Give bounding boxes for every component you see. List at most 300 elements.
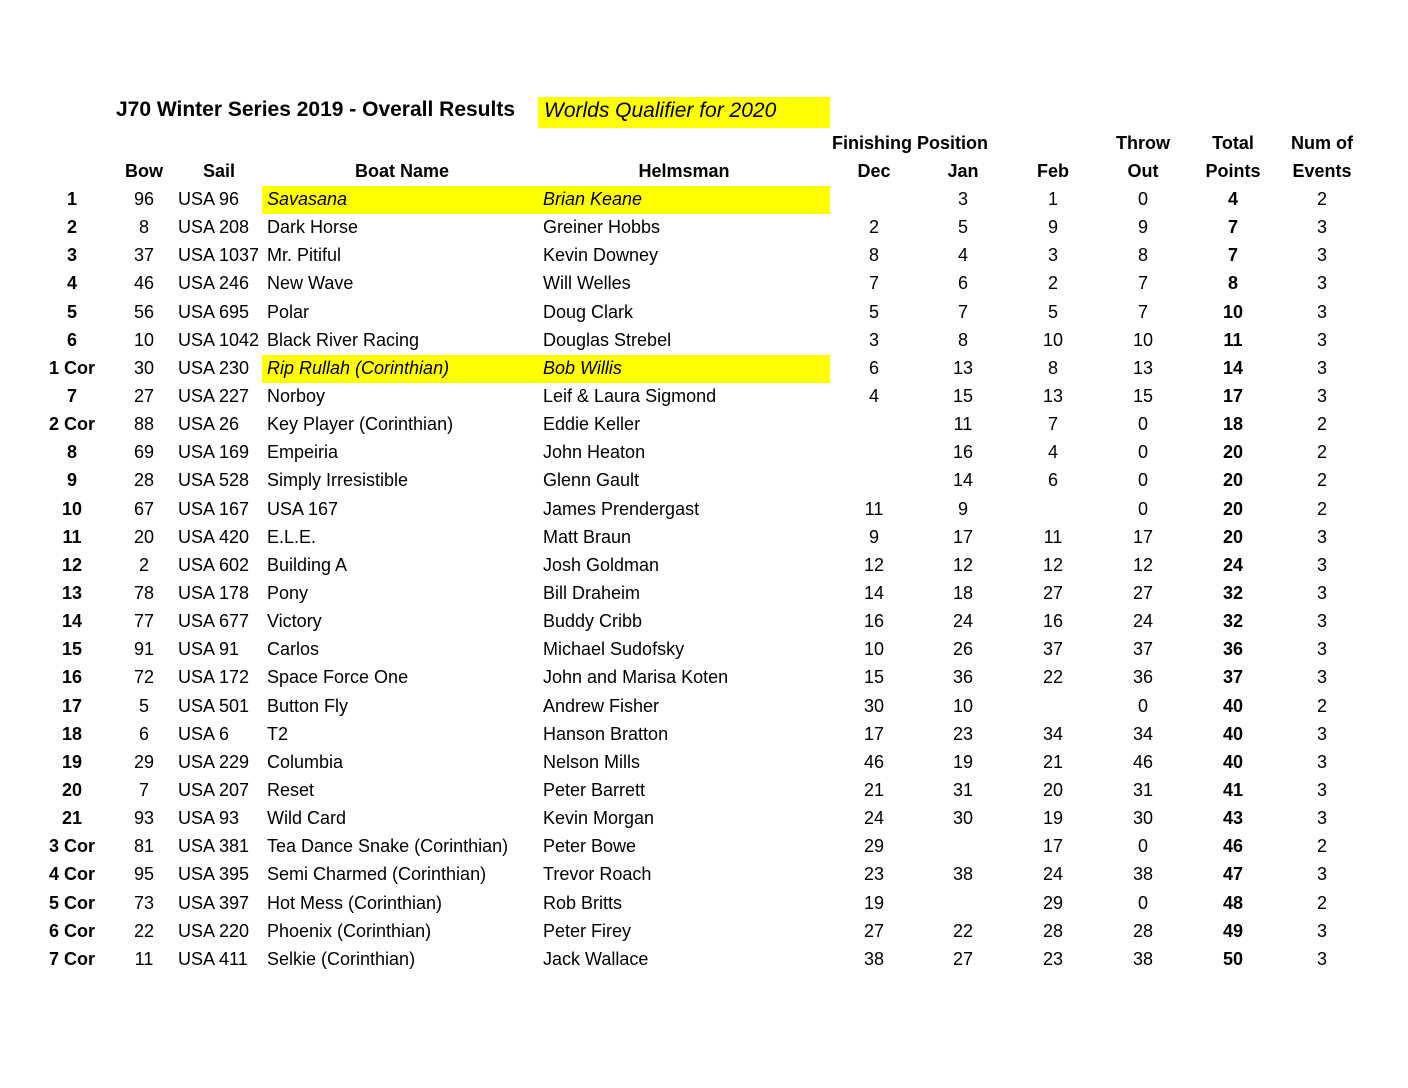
bow-cell: 91 <box>133 639 155 660</box>
sail-cell: USA 602 <box>178 554 250 575</box>
num-events-cell: 3 <box>1316 245 1328 266</box>
total-points-cell: 49 <box>1222 920 1244 941</box>
sail-cell: USA 397 <box>178 892 250 913</box>
feb-cell: 1 <box>1047 189 1059 209</box>
num-events-cell: 3 <box>1316 864 1328 885</box>
total-points-cell: 50 <box>1222 948 1244 969</box>
place-cell: 13 <box>61 582 83 603</box>
sail-cell: USA 246 <box>178 273 250 294</box>
num-events-cell: 2 <box>1316 189 1328 209</box>
jan-cell: 15 <box>952 385 974 406</box>
helmsman-cell: Greiner Hobbs <box>543 217 661 238</box>
num-events-cell: 3 <box>1316 779 1328 800</box>
boat-name-cell: Polar <box>267 301 310 322</box>
throw-out-cell: 7 <box>1137 301 1149 322</box>
header-total-line2: Points <box>1205 161 1261 181</box>
header-dec: Dec <box>857 161 891 181</box>
sail-cell: USA 230 <box>178 357 250 378</box>
bow-cell: 28 <box>133 470 155 491</box>
num-events-cell: 3 <box>1316 723 1328 744</box>
feb-cell: 8 <box>1047 357 1059 378</box>
dec-cell: 27 <box>863 920 885 941</box>
boat-name-cell: T2 <box>267 723 289 744</box>
bow-cell: 8 <box>138 217 150 238</box>
header-boat-name: Boat Name <box>354 161 450 181</box>
boat-name-cell: New Wave <box>267 273 354 294</box>
sail-cell: USA 227 <box>178 385 250 406</box>
jan-cell: 14 <box>952 470 974 491</box>
sail-cell: USA 695 <box>178 301 250 322</box>
helmsman-cell: Matt Braun <box>543 526 632 547</box>
dec-cell: 15 <box>863 667 885 688</box>
jan-cell: 23 <box>952 723 974 744</box>
table-row <box>0 496 1408 524</box>
table-row <box>0 524 1408 552</box>
throw-out-cell: 0 <box>1137 470 1149 491</box>
dec-cell: 19 <box>863 892 885 913</box>
table-row <box>0 214 1408 242</box>
num-events-cell: 3 <box>1316 385 1328 406</box>
bow-cell: 20 <box>133 526 155 547</box>
jan-cell: 3 <box>957 189 969 209</box>
throw-out-cell: 0 <box>1137 498 1149 519</box>
total-points-cell: 20 <box>1222 526 1244 547</box>
dec-cell: 7 <box>868 273 880 294</box>
jan-cell: 19 <box>952 751 974 772</box>
bow-cell: 88 <box>133 414 155 435</box>
num-events-cell: 3 <box>1316 329 1328 350</box>
feb-cell: 6 <box>1047 470 1059 491</box>
place-cell: 2 Cor <box>48 414 96 435</box>
table-row <box>0 693 1408 721</box>
total-points-cell: 11 <box>1223 329 1243 350</box>
boat-name-cell: Space Force One <box>267 667 409 688</box>
place-cell: 7 <box>66 385 78 406</box>
feb-cell: 4 <box>1047 442 1059 463</box>
feb-cell: 2 <box>1047 273 1059 294</box>
throw-out-cell: 24 <box>1132 611 1154 632</box>
throw-out-cell: 36 <box>1132 667 1154 688</box>
num-events-cell: 3 <box>1316 611 1328 632</box>
jan-cell: 38 <box>952 864 974 885</box>
feb-cell: 17 <box>1042 836 1064 857</box>
table-row <box>0 608 1408 636</box>
table-row <box>0 805 1408 833</box>
boat-name-cell: Empeiria <box>267 442 339 463</box>
num-events-cell: 2 <box>1316 470 1328 491</box>
helmsman-cell: Doug Clark <box>543 301 634 322</box>
sail-cell: USA 6 <box>178 723 230 744</box>
jan-cell: 10 <box>952 695 974 716</box>
sail-cell: USA 395 <box>178 864 250 885</box>
place-cell: 20 <box>61 779 83 800</box>
total-points-cell: 40 <box>1222 695 1244 716</box>
bow-cell: 27 <box>133 385 155 406</box>
bow-cell: 81 <box>133 836 155 857</box>
boat-name-cell: Columbia <box>267 751 344 772</box>
dec-cell: 23 <box>863 864 885 885</box>
table-row <box>0 580 1408 608</box>
throw-out-cell: 38 <box>1132 948 1154 969</box>
throw-out-cell: 37 <box>1132 639 1154 660</box>
throw-out-cell: 30 <box>1132 808 1154 829</box>
total-points-cell: 41 <box>1222 779 1244 800</box>
helmsman-cell: Bill Draheim <box>543 582 641 603</box>
num-events-cell: 3 <box>1316 639 1328 660</box>
table-row <box>0 186 1408 214</box>
table-row <box>0 777 1408 805</box>
jan-cell: 17 <box>952 526 974 547</box>
table-row <box>0 270 1408 298</box>
helmsman-cell: Brian Keane <box>543 189 643 209</box>
dec-cell: 5 <box>868 301 880 322</box>
feb-cell: 28 <box>1042 920 1064 941</box>
throw-out-cell: 46 <box>1132 751 1154 772</box>
total-points-cell: 18 <box>1222 414 1244 435</box>
dec-cell: 46 <box>863 751 885 772</box>
dec-cell: 24 <box>863 808 885 829</box>
bow-cell: 78 <box>133 582 155 603</box>
jan-cell: 9 <box>957 498 969 519</box>
feb-cell: 27 <box>1042 582 1064 603</box>
jan-cell: 18 <box>952 582 974 603</box>
helmsman-cell: Hanson Bratton <box>543 723 669 744</box>
results-table <box>0 186 1408 974</box>
place-cell: 6 Cor <box>48 920 96 941</box>
place-cell: 3 Cor <box>48 836 96 857</box>
header-sail: Sail <box>202 161 236 181</box>
place-cell: 18 <box>61 723 83 744</box>
num-events-cell: 3 <box>1316 948 1328 969</box>
boat-name-cell: Semi Charmed (Corinthian) <box>267 864 487 885</box>
feb-cell: 19 <box>1042 808 1064 829</box>
feb-cell: 20 <box>1042 779 1064 800</box>
feb-cell: 22 <box>1042 667 1064 688</box>
table-row <box>0 833 1408 861</box>
jan-cell: 8 <box>957 329 969 350</box>
boat-name-cell: Selkie (Corinthian) <box>267 948 416 969</box>
dec-cell: 16 <box>863 611 885 632</box>
feb-cell: 3 <box>1047 245 1059 266</box>
bow-cell: 6 <box>138 723 150 744</box>
boat-name-cell: Simply Irresistible <box>267 470 409 491</box>
sail-cell: USA 220 <box>178 920 250 941</box>
feb-cell: 21 <box>1042 751 1064 772</box>
dec-cell: 6 <box>868 357 880 378</box>
sail-cell: USA 172 <box>178 667 250 688</box>
jan-cell: 7 <box>957 301 969 322</box>
bow-cell: 30 <box>133 357 155 378</box>
num-events-cell: 3 <box>1316 667 1328 688</box>
bow-cell: 22 <box>133 920 155 941</box>
feb-cell: 29 <box>1042 892 1064 913</box>
place-cell: 15 <box>61 639 83 660</box>
num-events-cell: 2 <box>1316 414 1328 435</box>
boat-name-cell: Carlos <box>267 639 320 660</box>
page-title: J70 Winter Series 2019 - Overall Results <box>116 98 516 121</box>
feb-cell: 13 <box>1042 385 1064 406</box>
jan-cell: 26 <box>952 639 974 660</box>
bow-cell: 10 <box>133 329 155 350</box>
sail-cell: USA 677 <box>178 611 250 632</box>
jan-cell: 4 <box>957 245 969 266</box>
total-points-cell: 14 <box>1222 357 1244 378</box>
table-row <box>0 861 1408 889</box>
table-row <box>0 664 1408 692</box>
place-cell: 5 Cor <box>48 892 96 913</box>
table-row <box>0 636 1408 664</box>
feb-cell: 37 <box>1042 639 1064 660</box>
helmsman-cell: Glenn Gault <box>543 470 640 491</box>
boat-name-cell: USA 167 <box>267 498 339 519</box>
sail-cell: USA 1037 <box>178 245 260 266</box>
boat-name-cell: E.L.E. <box>267 526 317 547</box>
total-points-cell: 47 <box>1222 864 1244 885</box>
total-points-cell: 8 <box>1227 273 1239 294</box>
table-row <box>0 946 1408 974</box>
bow-cell: 5 <box>138 695 150 716</box>
bow-cell: 7 <box>138 779 150 800</box>
header-finishing-position: Finishing Position <box>832 133 988 153</box>
helmsman-cell: John and Marisa Koten <box>543 667 729 688</box>
num-events-cell: 3 <box>1316 357 1328 378</box>
throw-out-cell: 31 <box>1132 779 1154 800</box>
helmsman-cell: Buddy Cribb <box>543 611 643 632</box>
header-helmsman: Helmsman <box>638 161 730 181</box>
boat-name-cell: Phoenix (Corinthian) <box>267 920 432 941</box>
sail-cell: USA 167 <box>178 498 250 519</box>
sail-cell: USA 381 <box>178 836 250 857</box>
num-events-cell: 2 <box>1316 442 1328 463</box>
throw-out-cell: 17 <box>1132 526 1154 547</box>
boat-name-cell: Norboy <box>267 385 326 406</box>
feb-cell: 23 <box>1042 948 1064 969</box>
throw-out-cell: 0 <box>1137 414 1149 435</box>
sail-cell: USA 208 <box>178 217 250 238</box>
total-points-cell: 40 <box>1222 723 1244 744</box>
throw-out-cell: 0 <box>1137 836 1149 857</box>
helmsman-cell: Bob Willis <box>543 357 622 378</box>
sail-cell: USA 420 <box>178 526 250 547</box>
helmsman-cell: Rob Britts <box>543 892 623 913</box>
dec-cell: 14 <box>863 582 885 603</box>
sail-cell: USA 229 <box>178 751 250 772</box>
table-row <box>0 439 1408 467</box>
bow-cell: 11 <box>134 948 154 969</box>
table-row <box>0 299 1408 327</box>
boat-name-cell: Dark Horse <box>267 217 359 238</box>
sail-cell: USA 1042 <box>178 329 260 350</box>
bow-cell: 69 <box>133 442 155 463</box>
header-jan: Jan <box>947 161 979 181</box>
place-cell: 14 <box>61 611 83 632</box>
bow-cell: 95 <box>133 864 155 885</box>
throw-out-cell: 12 <box>1132 554 1154 575</box>
throw-out-cell: 0 <box>1137 695 1149 716</box>
throw-out-cell: 34 <box>1132 723 1154 744</box>
helmsman-cell: Will Welles <box>543 273 631 294</box>
place-cell: 10 <box>61 498 83 519</box>
helmsman-cell: Josh Goldman <box>543 554 660 575</box>
place-cell: 3 <box>66 245 78 266</box>
jan-cell: 31 <box>952 779 974 800</box>
total-points-cell: 4 <box>1227 189 1239 209</box>
boat-name-cell: Mr. Pitiful <box>267 245 342 266</box>
qualifier-banner: Worlds Qualifier for 2020 <box>538 97 830 128</box>
place-cell: 2 <box>66 217 78 238</box>
helmsman-cell: Peter Firey <box>543 920 632 941</box>
jan-cell: 12 <box>952 554 974 575</box>
table-row <box>0 721 1408 749</box>
helmsman-cell: James Prendergast <box>543 498 700 519</box>
dec-cell: 30 <box>863 695 885 716</box>
table-row <box>0 383 1408 411</box>
table-row <box>0 467 1408 495</box>
total-points-cell: 17 <box>1222 385 1244 406</box>
boat-name-cell: Rip Rullah (Corinthian) <box>267 357 450 378</box>
place-cell: 8 <box>66 442 78 463</box>
num-events-cell: 3 <box>1316 751 1328 772</box>
num-events-cell: 2 <box>1316 892 1328 913</box>
num-events-cell: 2 <box>1316 836 1328 857</box>
feb-cell: 7 <box>1047 414 1059 435</box>
bow-cell: 46 <box>133 273 155 294</box>
place-cell: 6 <box>66 329 78 350</box>
total-points-cell: 37 <box>1222 667 1244 688</box>
throw-out-cell: 10 <box>1132 329 1154 350</box>
num-events-cell: 3 <box>1316 808 1328 829</box>
total-points-cell: 43 <box>1222 808 1244 829</box>
feb-cell: 9 <box>1047 217 1059 238</box>
throw-out-cell: 0 <box>1137 189 1149 209</box>
total-points-cell: 10 <box>1222 301 1244 322</box>
boat-name-cell: Button Fly <box>267 695 349 716</box>
throw-out-cell: 9 <box>1137 217 1149 238</box>
jan-cell: 22 <box>952 920 974 941</box>
helmsman-cell: Kevin Morgan <box>543 808 655 829</box>
sail-cell: USA 93 <box>178 808 240 829</box>
total-points-cell: 20 <box>1222 470 1244 491</box>
place-cell: 17 <box>61 695 83 716</box>
num-events-cell: 3 <box>1316 273 1328 294</box>
place-cell: 12 <box>61 554 83 575</box>
total-points-cell: 32 <box>1222 611 1244 632</box>
boat-name-cell: Reset <box>267 779 315 800</box>
sail-cell: USA 96 <box>178 189 240 209</box>
place-cell: 4 Cor <box>48 864 96 885</box>
place-cell: 9 <box>66 470 78 491</box>
helmsman-cell: Kevin Downey <box>543 245 659 266</box>
throw-out-cell: 13 <box>1132 357 1154 378</box>
place-cell: 5 <box>66 301 78 322</box>
jan-cell: 11 <box>953 414 973 435</box>
header-throw-line2: Out <box>1127 161 1159 181</box>
dec-cell: 11 <box>864 498 884 519</box>
num-events-cell: 2 <box>1316 498 1328 519</box>
sail-cell: USA 26 <box>178 414 240 435</box>
feb-cell: 16 <box>1042 611 1064 632</box>
helmsman-cell: Douglas Strebel <box>543 329 672 350</box>
total-points-cell: 24 <box>1222 554 1244 575</box>
num-events-cell: 2 <box>1316 695 1328 716</box>
table-row <box>0 242 1408 270</box>
helmsman-cell: Eddie Keller <box>543 414 641 435</box>
table-row <box>0 327 1408 355</box>
total-points-cell: 36 <box>1222 639 1244 660</box>
total-points-cell: 32 <box>1222 582 1244 603</box>
header-events-line1: Num of <box>1291 133 1353 153</box>
num-events-cell: 3 <box>1316 554 1328 575</box>
helmsman-cell: Nelson Mills <box>543 751 641 772</box>
dec-cell: 8 <box>868 245 880 266</box>
feb-cell: 12 <box>1042 554 1064 575</box>
table-row <box>0 749 1408 777</box>
helmsman-cell: Trevor Roach <box>543 864 652 885</box>
throw-out-cell: 15 <box>1132 385 1154 406</box>
dec-cell: 2 <box>868 217 880 238</box>
place-cell: 19 <box>61 751 83 772</box>
boat-name-cell: Key Player (Corinthian) <box>267 414 454 435</box>
sail-cell: USA 207 <box>178 779 250 800</box>
place-cell: 1 Cor <box>48 357 96 378</box>
sail-cell: USA 501 <box>178 695 250 716</box>
dec-cell: 38 <box>863 948 885 969</box>
bow-cell: 77 <box>133 611 155 632</box>
jan-cell: 5 <box>957 217 969 238</box>
boat-name-cell: Savasana <box>267 189 348 209</box>
dec-cell: 21 <box>863 779 885 800</box>
bow-cell: 2 <box>138 554 150 575</box>
place-cell: 21 <box>61 808 83 829</box>
throw-out-cell: 38 <box>1132 864 1154 885</box>
header-throw-line1: Throw <box>1116 133 1170 153</box>
sail-cell: USA 169 <box>178 442 250 463</box>
sail-cell: USA 411 <box>178 948 248 969</box>
dec-cell: 3 <box>868 329 880 350</box>
bow-cell: 93 <box>133 808 155 829</box>
dec-cell: 29 <box>863 836 885 857</box>
header-feb: Feb <box>1036 161 1070 181</box>
jan-cell: 30 <box>952 808 974 829</box>
feb-cell: 24 <box>1042 864 1064 885</box>
bow-cell: 96 <box>133 189 155 209</box>
dec-cell: 4 <box>868 385 880 406</box>
throw-out-cell: 27 <box>1132 582 1154 603</box>
header-events-line2: Events <box>1292 161 1352 181</box>
helmsman-cell: Jack Wallace <box>543 948 649 969</box>
header-total-line1: Total <box>1212 133 1254 153</box>
helmsman-cell: Michael Sudofsky <box>543 639 685 660</box>
sail-cell: USA 91 <box>178 639 240 660</box>
num-events-cell: 3 <box>1316 582 1328 603</box>
num-events-cell: 3 <box>1316 301 1328 322</box>
throw-out-cell: 7 <box>1137 273 1149 294</box>
jan-cell: 24 <box>952 611 974 632</box>
jan-cell: 6 <box>957 273 969 294</box>
bow-cell: 73 <box>133 892 155 913</box>
dec-cell: 12 <box>863 554 885 575</box>
throw-out-cell: 0 <box>1137 892 1149 913</box>
num-events-cell: 3 <box>1316 526 1328 547</box>
table-row <box>0 918 1408 946</box>
boat-name-cell: Building A <box>267 554 348 575</box>
dec-cell: 10 <box>863 639 885 660</box>
table-row <box>0 411 1408 439</box>
boat-name-cell: Pony <box>267 582 309 603</box>
jan-cell: 13 <box>952 357 974 378</box>
helmsman-cell: Leif & Laura Sigmond <box>543 385 717 406</box>
sail-cell: USA 178 <box>178 582 250 603</box>
